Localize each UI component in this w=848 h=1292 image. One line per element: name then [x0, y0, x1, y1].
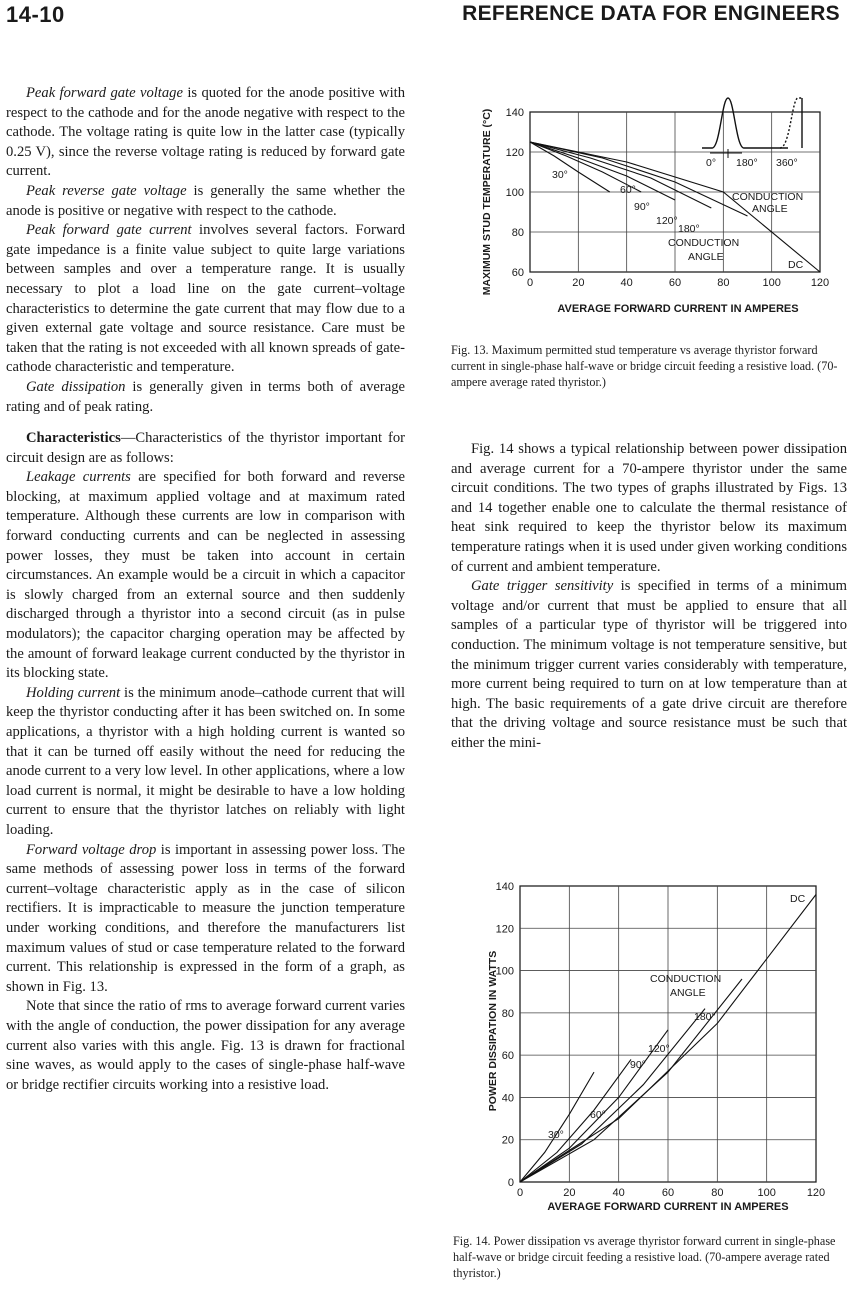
fig14-y-tick-label: 40	[501, 1092, 514, 1105]
paragraph-leakage-currents	[6, 468, 405, 684]
fig14-series-line	[520, 1030, 668, 1182]
fig14-label-30deg: 30°	[548, 1129, 564, 1141]
term: Peak forward gate current	[26, 222, 192, 239]
paragraph-forward-voltage-drop	[6, 841, 405, 998]
fig14-ylabel: POWER DISSIPATION IN WATTS	[487, 950, 499, 1112]
fig13-x-tick-label: 80	[717, 277, 730, 289]
fig14-x-tick-label: 80	[711, 1187, 724, 1199]
fig13-x-tick-label: 60	[668, 277, 682, 289]
fig13-label-60deg: 60°	[620, 184, 636, 196]
fig14-x-tick-label: 60	[661, 1187, 675, 1199]
body-text: is specified in terms of a minimum voltage and/or current that must be applied to ensure that all samples of a particular type of thyristor will be triggered into conduction. The minimum voltage is not temperature sensitive, but the minimum trigger current varies considerably with temperature, more current being required to turn on at low temperature than at high. The basic requirements of a gate drive circuit are therefore that the driving voltage and source resistance must be such that either the mini-	[451, 578, 847, 751]
term: Holding current	[26, 684, 121, 701]
term: Forward voltage drop	[26, 841, 157, 858]
fig13-label-30deg: 30°	[552, 169, 568, 181]
paragraph-fig14-intro: Fig. 14 shows a typical relationship between power dissipation and average current for a 70-ampere thyristor under the same circuit conditions. The two types of graphs illustrated by Figs. 13 and 14 together enable one to calculate the thermal resistance of heat sink required to keep the thyristor below its maximum temperature ratings when it is used under given working conditions of current and ambient temperature.	[451, 441, 847, 575]
fig13-label-360deg: 360°	[776, 157, 798, 169]
paragraph-characteristics	[6, 429, 405, 468]
right-column	[451, 440, 847, 754]
fig14-x-tick-label: 20	[563, 1187, 576, 1199]
left-column	[6, 84, 405, 1095]
fig14-label-conduction: CONDUCTION	[650, 973, 722, 985]
fig13-label-90deg: 90°	[634, 201, 650, 213]
fig13-label-0deg: 0°	[706, 157, 717, 169]
figure-14-chart	[480, 856, 840, 1216]
term: Peak reverse gate voltage	[26, 182, 187, 199]
body-text: is quoted for the anode positive with respect to the cathode and for the anode negative with respect to the cathode. The voltage rating is quite low in the latter case (typically 0.25 V), since the reverse voltage rating is reduced by forward gate current.	[6, 85, 405, 180]
term: Gate dissipation	[26, 378, 126, 395]
term: Leakage currents	[26, 469, 131, 486]
fig14-y-tick-label: 120	[495, 923, 514, 936]
fig13-label-angle-1: ANGLE	[752, 203, 788, 215]
fig14-label-180deg: 180°	[694, 1011, 716, 1023]
fig14-y-tick-label: 100	[495, 965, 514, 978]
paragraph-rms-note: Note that since the ratio of rms to average forward current varies with the angle of conduction, the power dissipation for any average current also varies with this angle. Fig. 13 is drawn for fractional sine waves, as would apply to the cases of single-phase half-wave or bridge rectifier circuits working into a resistive load.	[6, 998, 405, 1093]
paragraph-holding-current	[6, 684, 405, 841]
body-text: —Characteristics of the thyristor important for circuit design are as follows:	[6, 430, 405, 466]
fig13-label-180deg: 180°	[736, 157, 758, 169]
fig13-label-180deg-curve: 180°	[678, 223, 700, 235]
fig13-y-tick-label: 60	[511, 267, 524, 279]
fig13-y-tick-label: 140	[505, 107, 524, 119]
fig14-xlabel: AVERAGE FORWARD CURRENT IN AMPERES	[547, 1201, 789, 1213]
fig14-series-line	[520, 1072, 594, 1182]
body-text: is the minimum anode–cathode current that will keep the thyristor conducting after it has been switched on. In some applications, a thyristor with a high holding current is wanted so that it can be turned off easily without the need for reducing the anode current to a very low level. In other applications, where a low load current is normal, it might be desirable to have a low holding current to ensure that the thyristor latches on reliably with light loading.	[6, 684, 406, 838]
fig13-waveform-inset	[702, 98, 802, 158]
fig13-waveform-positive	[702, 98, 788, 148]
fig13-x-tick-label: 100	[762, 277, 781, 289]
paragraph-peak-forward-gate-current	[6, 221, 405, 378]
fig14-label-60deg: 60°	[590, 1109, 606, 1121]
running-title: REFERENCE DATA FOR ENGINEERS	[462, 2, 840, 25]
fig13-caption: Fig. 13. Maximum permitted stud temperature vs average thyristor forward current in single-phase half-wave or bridge circuit feeding a resistive load. (70-ampere average rated thyristor.)	[451, 343, 838, 389]
fig13-x-tick-label: 120	[810, 277, 830, 289]
fig13-label-dc: DC	[788, 259, 804, 271]
body-text: is generally the same whether the anode is positive or negative with respect to the cathode.	[6, 182, 405, 219]
fig13-y-ticks	[506, 107, 524, 279]
fig14-y-tick-label: 0	[507, 1177, 514, 1189]
page-number: 14-10	[6, 2, 65, 27]
fig14-x-tick-label: 120	[806, 1187, 826, 1199]
body-text: is generally given in terms both of average rating and of peak rating.	[6, 378, 405, 415]
fig13-y-tick-label: 100	[505, 187, 524, 199]
fig14-label-120deg: 120°	[648, 1043, 670, 1055]
fig14-caption: Fig. 14. Power dissipation vs average thyristor forward current in single-phase half-wave or bridge circuit feeding a resistive load. (70-ampere average rated thyristor.)	[453, 1234, 836, 1280]
body-text: involves several factors. Forward gate impedance is a finite value subject to quite large variations between samples and over a temperature range. It is usually necessary to plot a load line on the gate current–voltage characteristics to determine the gate current that may flow due to a given external gate voltage and source resistance. Care must be taken that the rating is not exceeded with all known spreads of gate-cathode characteristic and temperature.	[6, 222, 406, 376]
fig13-y-tick-label: 80	[511, 227, 524, 239]
fig14-y-tick-label: 60	[501, 1050, 514, 1063]
term: Gate trigger sensitivity	[471, 578, 614, 595]
fig13-x-tick-label: 40	[620, 277, 633, 289]
body-text: are specified for both forward and reverse blocking, at maximum applied voltage and at maximum rated temperature. Although these currents are low in comparison with forward conducting currents and can be neglected in assessing power losses, they must be taken into account in certain circumstances. An example would be a circuit in which a capacitor is slowly charged from an external source and then suddenly discharged through a thyristor into a second circuit (as in pulse modulators); the capacitor charging operation may be affected by the amount of forward leakage current conducted by the thyristor in its blocking state.	[6, 469, 405, 682]
section-heading: Characteristics	[26, 430, 121, 447]
paragraph-peak-forward-gate-voltage	[6, 84, 405, 182]
fig13-series-line	[530, 142, 610, 192]
fig14-x-tick-label: 0	[516, 1187, 524, 1199]
fig13-xlabel: AVERAGE FORWARD CURRENT IN AMPERES	[557, 303, 799, 315]
figure-13-chart	[466, 86, 846, 326]
fig14-label-dc: DC	[790, 893, 806, 905]
fig14-y-tick-label: 80	[501, 1007, 514, 1020]
paragraph-peak-reverse-gate-voltage	[6, 182, 405, 221]
fig13-y-tick-label: 120	[505, 147, 524, 159]
fig14-x-tick-label: 100	[757, 1187, 776, 1199]
body-text: is important in assessing power loss. The same methods of assessing power loss in terms of the forward current–voltage characteristic apply as in the case of silicon rectifiers. It is impracticable to measure the junction temperature under working conditions, and therefore the manufacturers list maximum values of stud or case temperature related to the forward current. This relationship is expressed in the form of a graph, as shown in Fig. 13.	[6, 841, 405, 995]
fig14-y-tick-label: 140	[495, 881, 514, 893]
fig14-grid	[520, 886, 816, 1182]
fig13-x-tick-label: 0	[526, 277, 534, 289]
fig13-label-conduction-2: CONDUCTION	[668, 237, 740, 249]
fig13-ylabel: MAXIMUM STUD TEMPERATURE (°C)	[481, 108, 493, 296]
fig13-x-ticks	[527, 277, 829, 289]
fig13-label-conduction-1: CONDUCTION	[732, 191, 804, 203]
fig13-x-tick-label: 20	[572, 277, 585, 289]
fig14-y-tick-label: 20	[501, 1134, 514, 1147]
fig13-label-angle-2: ANGLE	[688, 251, 724, 263]
fig14-x-ticks	[517, 1187, 825, 1199]
term: Peak forward gate voltage	[26, 85, 183, 101]
fig13-waveform-dashed-rise	[780, 98, 802, 148]
fig14-x-tick-label: 40	[612, 1187, 625, 1199]
fig13-label-120deg: 120°	[656, 215, 678, 227]
fig14-label-90deg: 90°	[630, 1059, 646, 1071]
paragraph-gate-trigger-sensitivity	[451, 577, 847, 753]
fig14-label-angle: ANGLE	[670, 987, 706, 999]
paragraph-gate-dissipation	[6, 378, 405, 417]
fig14-series-line	[520, 1009, 705, 1182]
